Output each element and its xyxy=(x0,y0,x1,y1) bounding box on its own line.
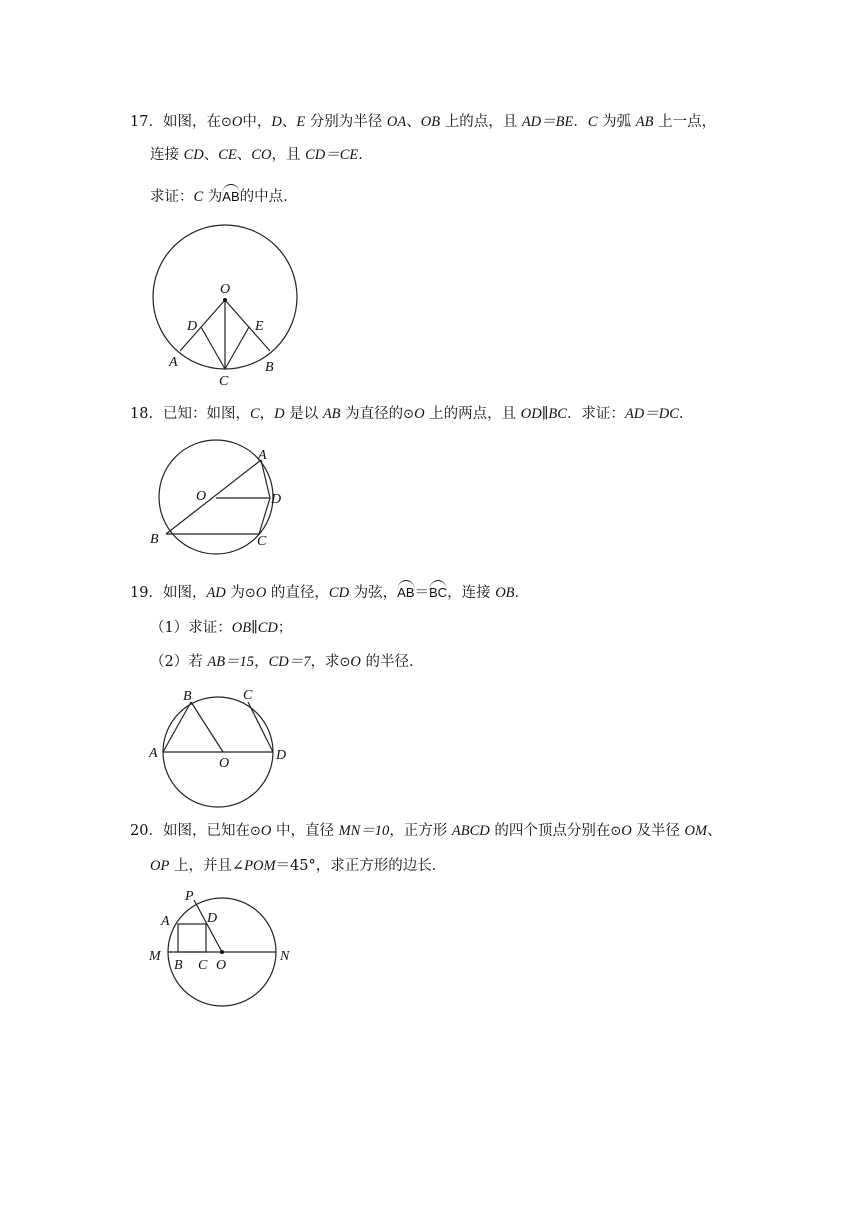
arc-bc-symbol: BC xyxy=(429,580,447,600)
arc-ab-symbol: AB xyxy=(222,184,239,204)
p19-chord-ab xyxy=(163,702,191,752)
p20-square-abcd xyxy=(178,924,206,952)
p20-center-point xyxy=(220,950,224,954)
circle-dot-icon: ⊙ xyxy=(244,586,256,601)
arc-ab-symbol: AB xyxy=(397,580,414,600)
p18-diameter-ab xyxy=(166,460,261,534)
circle-dot-icon: ⊙ xyxy=(403,407,415,422)
p18-label-c: C xyxy=(257,534,267,549)
p20-radius-op xyxy=(194,900,222,952)
p18-chord-dc xyxy=(259,498,270,534)
p18-label-a: A xyxy=(258,448,267,463)
p17-line1: 17．如图，在⊙O中，D、E 分别为半径 OA、OB 上的点，且 AD＝BE．C 为弧 AB 上一点， xyxy=(130,114,717,130)
p18-chord-ad xyxy=(261,460,270,498)
p20-label-o: O xyxy=(216,958,227,973)
p18-circle xyxy=(159,440,273,554)
p20-label-n: N xyxy=(280,949,290,964)
p17-line2: 连接 CD、CE、CO，且 CD＝CE． xyxy=(150,147,373,163)
p17-label-c: C xyxy=(219,374,229,389)
p19-label-c: C xyxy=(243,688,253,703)
p18-figure xyxy=(145,440,295,555)
circle-dot-icon: ⊙ xyxy=(610,824,622,839)
p18-line1: 18．已知：如图，C，D 是以 AB 为直径的⊙O 上的两点，且 OD∥BC．求证：AD＝DC． xyxy=(130,406,694,422)
p19-label-o: O xyxy=(219,756,230,771)
p17-number: 17． xyxy=(130,114,163,130)
p17-segment-ce xyxy=(225,327,249,369)
p17-label-d: D xyxy=(187,319,198,334)
p20-label-a: A xyxy=(161,914,170,929)
p18-label-o: O xyxy=(196,489,207,504)
p19-line1: 19．如图，AD 为⊙O 的直径，CD 为弦，AB＝BC，连接 OB． xyxy=(130,580,529,604)
p20-label-c: C xyxy=(198,958,208,973)
p17-label-e: E xyxy=(255,319,264,334)
p19-chord-cd xyxy=(248,702,273,752)
circle-dot-icon: ⊙ xyxy=(220,115,232,130)
p19-sub1: （1）求证：OB∥CD； xyxy=(150,620,293,636)
p19-label-b: B xyxy=(183,689,192,704)
p20-label-d: D xyxy=(207,911,218,926)
p20-label-p: P xyxy=(185,889,194,904)
p19-figure xyxy=(145,683,295,808)
p17-figure xyxy=(145,220,310,390)
p17-label-o: O xyxy=(220,282,231,297)
p20-label-b: B xyxy=(174,958,183,973)
circle-dot-icon: ⊙ xyxy=(339,655,351,670)
p20-figure xyxy=(145,885,305,1010)
p19-label-a: A xyxy=(149,746,158,761)
p17-center-point xyxy=(223,298,227,302)
p20-label-m: M xyxy=(149,949,161,964)
p17-segment-cd xyxy=(201,327,225,369)
p18-label-d: D xyxy=(271,492,282,507)
p17-label-a: A xyxy=(169,355,178,370)
p19-label-d: D xyxy=(276,748,287,763)
p20-line1: 20．如图，已知在⊙O 中，直径 MN＝10，正方形 ABCD 的四个顶点分别在⊙O 及半径 OM、 xyxy=(130,823,722,839)
p17-label-b: B xyxy=(265,360,274,375)
p20-line2: OP 上，并且∠POM＝45°，求正方形的边长． xyxy=(150,858,447,874)
p19-segment-ob xyxy=(191,702,223,752)
p19-sub2: （2）若 AB＝15，CD＝7，求⊙O 的半径． xyxy=(150,654,424,670)
p18-label-b: B xyxy=(150,532,159,547)
p17-line3: 求证：C 为AB的中点． xyxy=(150,184,298,207)
circle-dot-icon: ⊙ xyxy=(249,824,261,839)
